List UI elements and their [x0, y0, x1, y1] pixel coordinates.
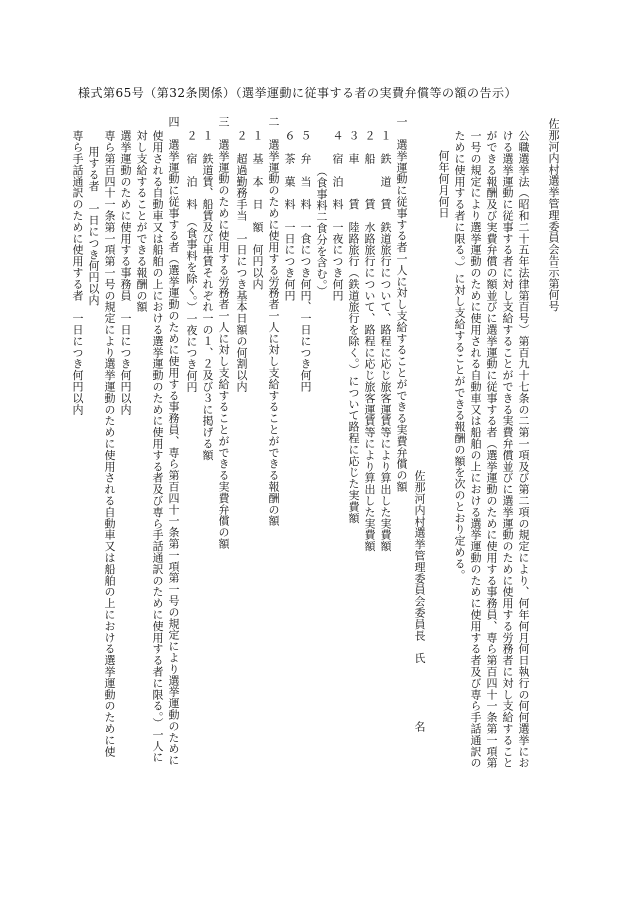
- text-column: ６ 茶 菓 料 一日につき何円: [283, 130, 296, 301]
- text-column: 公職選挙法（昭和二十五年法律第百号）第百九十七条の二第一項及び第二項の規定により、何年何月何日執行の何何選挙にお: [517, 130, 530, 769]
- text-column: 佐那河内村選挙管理委員会委員長 氏 名: [413, 470, 426, 733]
- text-column: 佐那河内村選挙管理委員会告示第何号: [547, 118, 560, 312]
- text-column: ける選挙運動に従事する者に対し支給することができる実費弁償並びに選挙運動のために使用する労務者に対し支給すること: [501, 130, 514, 769]
- text-column: 対し支給することができる報酬の額: [135, 130, 148, 313]
- text-column: 使用される自動車又は船舶の上における選挙運動のために使用する者及び専ら手話通訳のために使用する者に限る。）一人に: [151, 130, 164, 763]
- text-column: ２ 超過勤務手当 一日につき基本日額の何割以内: [235, 130, 248, 393]
- text-column: ２ 船 賃 水路旅行について、路程に応じ旅客運賃等により算出した実費額: [363, 130, 376, 552]
- text-column: 四 選挙運動に従事する者（選挙運動のために使用する事務員、専ら第百四十一条第一項第一号の規定により選挙運動のために: [167, 116, 180, 766]
- text-column: 何年何月何日: [437, 150, 450, 219]
- text-column: 選挙運動のために使用する事務員 一日につき何円以内: [119, 130, 132, 415]
- text-column: （食事料二食分を含む。）: [315, 148, 328, 297]
- text-column: １ 鉄道賃、船賃及び車賃それぞれ一の１、２及び３に掲げる額: [201, 130, 214, 461]
- text-column: 専ら手話通訳のために使用する者 一日につき何円以内: [71, 130, 84, 415]
- text-column: 一号の規定により選挙運動のために使用される自動車又は船舶の上における選挙運動のために使用する者及び専ら手話通訳の: [469, 130, 482, 769]
- form-header: 様式第65号（第32条関係）（選挙運動に従事する者の実費弁償等の額の告示）: [78, 86, 518, 100]
- text-column: ために使用する者に限る。）に対し支給することができる報酬の額を次のとおり定める。: [453, 130, 466, 581]
- text-column: 三 選挙運動のために使用する労務者一人に対し支給することができる実費弁償の額: [217, 116, 230, 550]
- text-column: 専ら第百四十一条第一項第一号の規定により選挙運動のために使用される自動車又は船舶の上における選挙運動のために使: [103, 130, 116, 757]
- text-column: 用する者 一日につき何円以内: [87, 146, 100, 306]
- text-column: 二 選挙運動のために使用する労務者一人に対し支給することができる報酬の額: [267, 116, 280, 527]
- text-column: ５ 弁 当 料 一食につき何円、一日につき何円: [299, 130, 312, 393]
- text-column: １ 基 本 日 額 何円以内: [251, 130, 264, 290]
- text-column: ４ 宿 泊 料 一夜につき何円: [331, 130, 344, 301]
- text-column: ２ 宿 泊 料 （食事料を除く。）一夜につき何円: [185, 130, 198, 393]
- text-column: １ 鉄 道 賃 鉄道旅行について、路程に応じ旅客運賃等により算出した実費額: [379, 130, 392, 552]
- text-column: 一 選挙運動に従事する者一人に対し支給することができる実費弁償の額: [395, 116, 408, 493]
- text-column: ができる報酬及び実費弁償の額並びに選挙運動に従事する者（選挙運動のために使用する事務員、専ら第百四十一条第一項第: [485, 130, 498, 769]
- text-column: ３ 車 賃 陸路旅行（鉄道旅行を除く。）について路程に応じた実費額: [347, 130, 360, 524]
